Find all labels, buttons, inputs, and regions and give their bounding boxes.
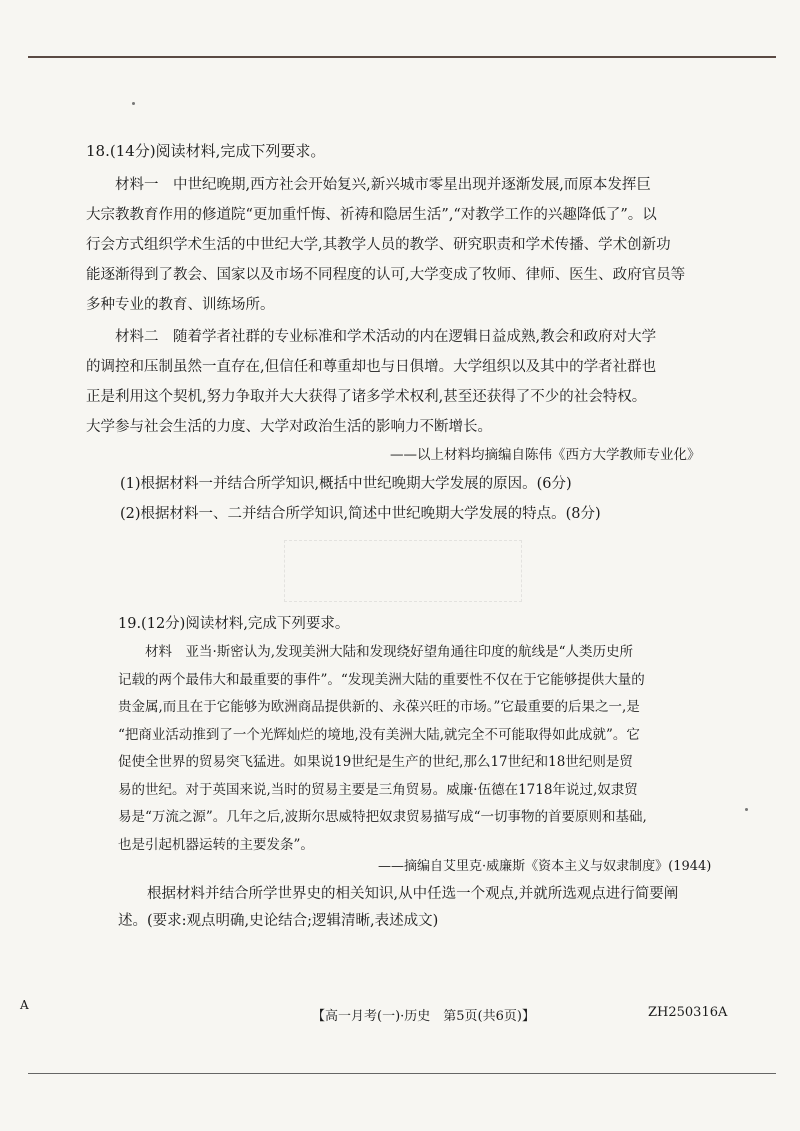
question-19-heading: 19.(12分)阅读材料,完成下列要求。 [118, 616, 350, 632]
text-line: 易的世纪。对于英国来说,当时的贸易主要是三角贸易。威廉·伍德在1718年说过,奴隶贸 [118, 781, 638, 798]
text-line: 述。(要求:观点明确,史论结合;逻辑清晰,表述成文) [118, 913, 439, 929]
text-line: 易是“万流之源”。几年之后,波斯尔思威特把奴隶贸易描写成“一切事物的首要原则和基础, [118, 809, 647, 825]
text-line: 大学参与社会生活的力度、大学对政治生活的影响力不断增长。 [86, 419, 492, 435]
scan-speck [745, 808, 748, 811]
top-rule [28, 56, 776, 58]
question-18-subquestion-1: (1)根据材料一并结合所学知识,概括中世纪晚期大学发展的原因。(6分) [120, 476, 572, 492]
scan-speck [132, 102, 135, 105]
text-line: 的调控和压制虽然一直存在,但信任和尊重却也与日俱增。大学组织以及其中的学者社群也 [86, 359, 657, 375]
text-line: 贵金属,而且在于它能够为欧洲商品提供新的、永葆兴旺的市场。”它最重要的后果之一,是 [118, 699, 640, 715]
question-19-task [118, 881, 718, 935]
question-18-heading: 18.(14分)阅读材料,完成下列要求。 [86, 142, 326, 160]
question-19-source: ——摘编自艾里克·威廉斯《资本主义与奴隶制度》(1944) [378, 859, 712, 874]
text-line: 材料二 随着学者社群的专业标准和学术活动的内在逻辑日益成熟,教会和政府对大学 [86, 329, 657, 345]
text-line: 多种专业的教育、训练场所。 [86, 297, 275, 313]
question-18-material-1 [86, 170, 746, 320]
text-line: 能逐渐得到了教会、国家以及市场不同程度的认可,大学变成了牧师、律师、医生、政府官员等 [86, 267, 686, 283]
text-line: 大宗教教育作用的修道院“更加重忏悔、祈祷和隐居生活”,“对教学工作的兴趣降低了”。以 [86, 207, 657, 223]
text-line: 行会方式组织学术生活的中世纪大学,其教学人员的教学、研究职责和学术传播、学术创新功 [86, 237, 671, 253]
footer-code: ZH250316A [648, 1005, 728, 1020]
text-line: 也是引起机器运转的主要发条”。 [118, 836, 314, 853]
text-line: 正是利用这个契机,努力争取并大大获得了诸多学术权利,甚至还获得了不少的社会特权。 [86, 389, 647, 405]
text-line: 材料一 中世纪晚期,西方社会开始复兴,新兴城市零星出现并逐渐发展,而原本发挥巨 [86, 177, 651, 193]
question-18-subquestion-2: (2)根据材料一、二并结合所学知识,简述中世纪晚期大学发展的特点。(8分) [120, 506, 601, 522]
footer-left-mark: A [20, 998, 29, 1012]
text-line: 记载的两个最伟大和最重要的事件”。“发现美洲大陆的重要性不仅在于它能够提供大量的 [118, 671, 645, 688]
text-line: 材料 亚当·斯密认为,发现美洲大陆和发现绕好望角通往印度的航线是“人类历史所 [118, 644, 633, 660]
text-line: “把商业活动推到了一个光辉灿烂的境地,没有美洲大陆,就完全不可能取得如此成就”。它 [118, 726, 640, 743]
text-line: 根据材料并结合所学世界史的相关知识,从中任选一个观点,并就所选观点进行简要阐 [118, 886, 679, 902]
faint-stamp-mark [284, 540, 522, 602]
text-line: 促使全世界的贸易突飞猛进。如果说19世纪是生产的世纪,那么17世纪和18世纪则是贸 [118, 754, 633, 770]
bottom-rule [28, 1073, 776, 1074]
footer-page-info: 【高一月考(一)·历史 第5页(共6页)】 [312, 1009, 535, 1024]
question-18-material-2 [86, 322, 746, 442]
question-18-source: ——以上材料均摘编自陈伟《西方大学教师专业化》 [390, 447, 701, 463]
question-19-material [118, 639, 718, 859]
